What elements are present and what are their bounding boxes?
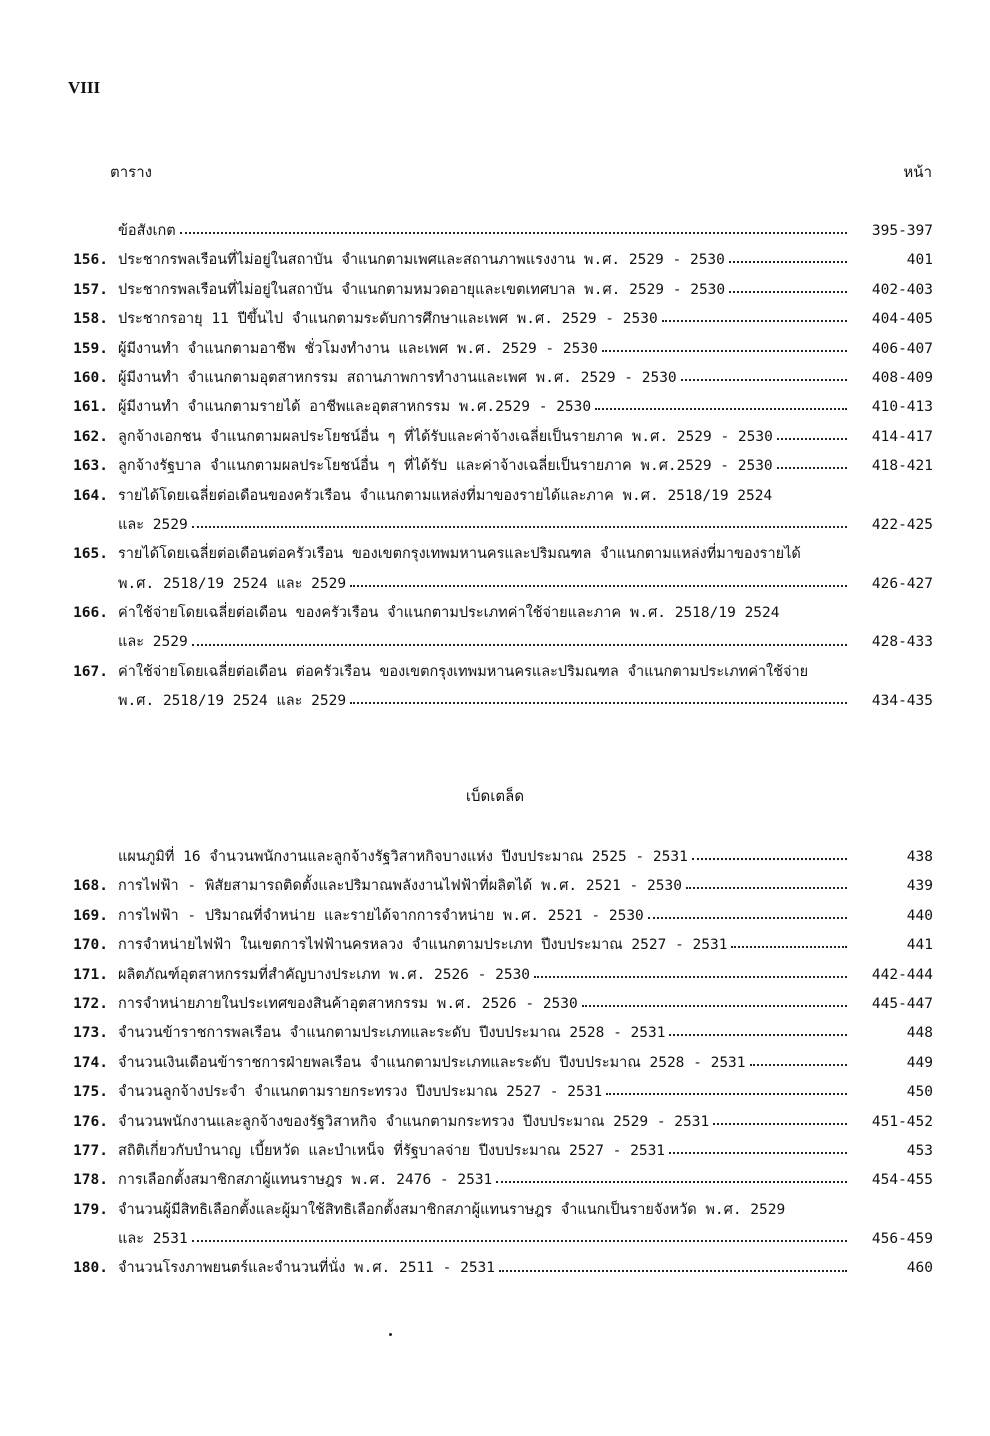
entry-title-with-leader — [108, 992, 851, 1015]
entry-number: 164. — [73, 487, 108, 504]
entry-number: 173. — [73, 1025, 108, 1042]
toc-entry — [60, 845, 933, 874]
entry-page-range: 434-435 — [871, 693, 933, 710]
entry-title: ผู้มีงานทำ จำแนกตามอาชีพ ชั่วโมงทำงาน และเพศ พ.ศ. 2529 - 2530 — [118, 340, 598, 357]
entry-number: 170. — [73, 937, 108, 954]
toc-entry — [60, 248, 933, 277]
entry-title: พ.ศ. 2518/19 2524 และ 2529 — [118, 575, 347, 592]
entry-page-range: 460 — [906, 1260, 933, 1277]
entry-title-with-leader — [108, 904, 851, 927]
entry-page-range: 408-409 — [871, 369, 933, 386]
entry-title-with-leader — [108, 1110, 851, 1133]
entry-number: 162. — [73, 428, 108, 445]
toc-entry — [60, 484, 933, 513]
toc-entry — [60, 425, 933, 454]
entry-title: จำนวนผู้มีสิทธิเลือกตั้งและผู้มาใช้สิทธิเลือกตั้งสมาชิกสภาผู้แทนราษฎร จำแนกเป็นรายจังหวัด พ.ศ. 2529 — [118, 1201, 786, 1218]
entry-title: จำนวนข้าราชการพลเรือน จำแนกตามประเภทและระดับ ปีงบประมาณ 2528 - 2531 — [118, 1025, 666, 1042]
entry-title-with-leader — [108, 1256, 851, 1279]
entry-page-range: 441 — [906, 937, 933, 954]
entry-title: รายได้โดยเฉลี่ยต่อเดือนต่อครัวเรือน ของเขตกรุงเทพมหานครและปริมณฑล จำแนกตามแหล่งที่มาของรายได้ — [118, 546, 801, 563]
entry-title: ผู้มีงานทำ จำแนกตามรายได้ อาชีพและอุตสาหกรรม พ.ศ.2529 - 2530 — [118, 399, 592, 416]
entry-title: รายได้โดยเฉลี่ยต่อเดือนของครัวเรือน จำแนกตามแหล่งที่มาของรายได้และภาค พ.ศ. 2518/19 2524 — [118, 487, 773, 504]
toc-entry — [60, 1051, 933, 1080]
dot-leader — [681, 366, 847, 381]
toc-entry — [60, 874, 933, 903]
dot-leader — [669, 1139, 847, 1154]
toc-entry — [60, 513, 933, 542]
toc-entry — [60, 1139, 933, 1168]
entry-page-range: 395-397 — [871, 223, 933, 239]
entry-title-with-leader — [108, 337, 851, 360]
entry-number: 161. — [73, 399, 108, 416]
entry-title-with-leader — [108, 689, 851, 712]
dot-leader — [180, 219, 847, 234]
toc-entry — [60, 542, 933, 571]
entry-title: จำนวนลูกจ้างประจำ จำแนกตามรายกระทรวง ปีงบประมาณ 2527 - 2531 — [118, 1084, 603, 1101]
entry-title: การไฟฟ้า - พิสัยสามารถติดตั้งและปริมาณพลังงานไฟฟ้าที่ผลิตได้ พ.ศ. 2521 - 2530 — [118, 878, 682, 895]
entry-title-with-leader — [108, 1021, 851, 1044]
entry-number: 177. — [73, 1142, 108, 1159]
section-title-miscellaneous: เบ็ดเตล็ด — [465, 787, 525, 805]
toc-entry — [60, 395, 933, 424]
dot-leader — [350, 572, 847, 587]
entry-title: ค่าใช้จ่ายโดยเฉลี่ยต่อเดือน ของครัวเรือน จำแนกตามประเภทค่าใช้จ่ายและภาค พ.ศ. 2518/19 2524 — [118, 605, 780, 622]
entry-page-range: 456-459 — [871, 1231, 933, 1248]
entry-title-with-leader — [108, 1227, 851, 1250]
entry-page-range: 453 — [906, 1142, 933, 1159]
toc-entry — [60, 1080, 933, 1109]
entry-title: การเลือกตั้งสมาชิกสภาผู้แทนราษฎร พ.ศ. 2476 - 2531 — [118, 1172, 493, 1189]
toc-entry — [60, 1110, 933, 1139]
entry-title: และ 2529 — [118, 634, 188, 651]
entry-title-with-leader — [108, 278, 851, 301]
entry-number: 174. — [73, 1054, 108, 1071]
entry-title-with-leader — [108, 963, 851, 986]
toc-entry — [60, 219, 933, 248]
entry-number: 172. — [73, 995, 108, 1012]
entry-number: 163. — [73, 458, 108, 475]
entry-number: 176. — [73, 1113, 108, 1130]
entry-page-range: 442-444 — [871, 966, 933, 983]
dot-leader — [750, 1051, 847, 1066]
entry-title-with-leader — [108, 454, 851, 477]
entry-title: จำนวนเงินเดือนข้าราชการฝ่ายพลเรือน จำแนกตามประเภทและระดับ ปีงบประมาณ 2528 - 2531 — [118, 1054, 746, 1071]
dot-leader — [602, 337, 847, 352]
entry-title: จำนวนพนักงานและลูกจ้างของรัฐวิสาหกิจ จำแนกตามกระทรวง ปีงบประมาณ 2529 - 2531 — [118, 1113, 710, 1130]
entry-title: ลูกจ้างรัฐบาล จำแนกตามผลประโยชน์อื่น ๆ ที่ได้รับ และค่าจ้างเฉลี่ยเป็นรายภาค พ.ศ.2529 - 2530 — [118, 458, 773, 475]
dot-leader — [192, 513, 847, 528]
entry-title: ค่าใช้จ่ายโดยเฉลี่ยต่อเดือน ต่อครัวเรือน ของเขตกรุงเทพมหานครและปริมณฑล จำแนกตามประเภทค่าใช้จ่าย — [118, 663, 809, 680]
entry-title-with-leader — [108, 1051, 851, 1074]
dot-leader — [606, 1080, 847, 1095]
entry-page-range: 439 — [906, 878, 933, 895]
table-of-contents-statistics — [60, 219, 933, 719]
entry-number: 158. — [73, 311, 108, 328]
toc-entry — [60, 992, 933, 1021]
entry-page-range: 454-455 — [871, 1172, 933, 1189]
toc-entry — [60, 1021, 933, 1050]
toc-entry — [60, 660, 933, 689]
entry-page-range: 404-405 — [871, 311, 933, 328]
toc-entry — [60, 307, 933, 336]
dot-leader — [648, 904, 847, 919]
dot-leader — [729, 248, 847, 263]
dot-leader — [595, 395, 847, 410]
entry-page-range: 451-452 — [871, 1113, 933, 1130]
entry-title-with-leader — [108, 1139, 851, 1162]
dot-leader — [686, 874, 847, 889]
toc-entry — [60, 630, 933, 659]
entry-title: ข้อสังเกต — [118, 223, 176, 239]
entry-title-with-leader — [108, 219, 851, 242]
toc-entry — [60, 1256, 933, 1285]
entry-number: 167. — [73, 663, 108, 680]
dot-leader — [662, 307, 847, 322]
entry-page-range: 428-433 — [871, 634, 933, 651]
entry-number: 175. — [73, 1084, 108, 1101]
toc-entry — [60, 601, 933, 630]
entry-number: 169. — [73, 907, 108, 924]
entry-page-range: 402-403 — [871, 281, 933, 298]
entry-page-range: 450 — [906, 1084, 933, 1101]
dot-leader — [777, 425, 847, 440]
entry-title-with-leader — [108, 307, 851, 330]
entry-number: 178. — [73, 1172, 108, 1189]
toc-entry — [60, 1227, 933, 1256]
dot-leader — [713, 1110, 847, 1125]
entry-page-range: 418-421 — [871, 458, 933, 475]
dot-leader — [729, 278, 847, 293]
toc-entry — [60, 963, 933, 992]
dot-leader — [496, 1168, 847, 1183]
entry-title: ประชากรอายุ 11 ปีขึ้นไป จำแนกตามระดับการศึกษาและเพศ พ.ศ. 2529 - 2530 — [118, 311, 658, 328]
entry-title-with-leader — [108, 248, 851, 271]
page-column-heading: หน้า — [903, 163, 932, 181]
entry-number: 171. — [73, 966, 108, 983]
entry-page-range: 410-413 — [871, 399, 933, 416]
entry-page-range: 406-407 — [871, 340, 933, 357]
entry-page-range: 438 — [906, 849, 933, 865]
entry-title-with-leader — [108, 933, 851, 956]
entry-title-with-leader — [108, 1168, 851, 1191]
entry-title-with-leader — [108, 572, 851, 595]
entry-title: ผลิตภัณฑ์อุตสาหกรรมที่สำคัญบางประเภท พ.ศ. 2526 - 2530 — [118, 966, 531, 983]
entry-page-range: 440 — [906, 907, 933, 924]
entry-title: แผนภูมิที่ 16 จำนวนพนักงานและลูกจ้างรัฐวิสาหกิจบางแห่ง ปีงบประมาณ 2525 - 2531 — [118, 849, 688, 865]
page-number: VIII — [68, 78, 101, 97]
entry-page-range: 426-427 — [871, 575, 933, 592]
entry-title-with-leader — [108, 845, 851, 868]
entry-number: 156. — [73, 252, 108, 269]
table-of-contents-miscellaneous — [60, 845, 933, 1286]
entry-number: 165. — [73, 546, 108, 563]
entry-number: 168. — [73, 878, 108, 895]
entry-page-range: 422-425 — [871, 516, 933, 533]
dot-leader — [499, 1256, 847, 1271]
entry-page-range: 401 — [906, 252, 933, 269]
entry-title-with-leader — [108, 874, 851, 897]
entry-page-range: 445-447 — [871, 995, 933, 1012]
entry-title-with-leader — [108, 366, 851, 389]
dot-leader — [534, 963, 847, 978]
dot-leader — [692, 845, 847, 860]
entry-page-range: 414-417 — [871, 428, 933, 445]
toc-entry — [60, 278, 933, 307]
entry-number: 166. — [73, 605, 108, 622]
toc-entry — [60, 1198, 933, 1227]
entry-title: และ 2531 — [118, 1231, 188, 1248]
entry-title: สถิติเกี่ยวกับบำนาญ เบี้ยหวัด และบำเหน็จ ที่รัฐบาลจ่าย ปีงบประมาณ 2527 - 2531 — [118, 1142, 666, 1159]
toc-entry — [60, 933, 933, 962]
entry-title-with-leader — [108, 630, 851, 653]
dot-leader — [350, 689, 847, 704]
dot-leader — [192, 1227, 847, 1242]
entry-title-with-leader — [108, 1080, 851, 1103]
dot-leader — [731, 933, 847, 948]
toc-entry — [60, 572, 933, 601]
entry-title: ลูกจ้างเอกชน จำแนกตามผลประโยชน์อื่น ๆ ที่ได้รับและค่าจ้างเฉลี่ยเป็นรายภาค พ.ศ. 2529 - 2530 — [118, 428, 773, 445]
entry-title: ประชากรพลเรือนที่ไม่อยู่ในสถาบัน จำแนกตามหมวดอายุและเขตเทศบาล พ.ศ. 2529 - 2530 — [118, 281, 726, 298]
entry-title: ประชากรพลเรือนที่ไม่อยู่ในสถาบัน จำแนกตามเพศและสถานภาพแรงงาน พ.ศ. 2529 - 2530 — [118, 252, 725, 269]
toc-entry — [60, 1168, 933, 1197]
entry-number: 179. — [73, 1201, 108, 1218]
stray-dot — [389, 1333, 392, 1336]
entry-number: 180. — [73, 1260, 108, 1277]
entry-title: จำนวนโรงภาพยนตร์และจำนวนที่นั่ง พ.ศ. 2511 - 2531 — [118, 1260, 496, 1277]
dot-leader — [777, 454, 847, 469]
entry-title: การจำหน่ายไฟฟ้า ในเขตการไฟฟ้านครหลวง จำแนกตามประเภท ปีงบประมาณ 2527 - 2531 — [118, 937, 728, 954]
entry-page-range: 448 — [906, 1025, 933, 1042]
toc-entry — [60, 689, 933, 718]
entry-title: การจำหน่ายภายในประเทศของสินค้าอุตสาหกรรม พ.ศ. 2526 - 2530 — [118, 995, 578, 1012]
entry-title-with-leader — [108, 513, 851, 536]
entry-number: 159. — [73, 340, 108, 357]
entry-number: 157. — [73, 281, 108, 298]
toc-entry — [60, 337, 933, 366]
toc-entry — [60, 454, 933, 483]
entry-title-with-leader — [108, 395, 851, 418]
entry-page-range: 449 — [906, 1054, 933, 1071]
entry-title-with-leader — [108, 425, 851, 448]
tables-heading: ตาราง — [110, 163, 152, 181]
toc-entry — [60, 904, 933, 933]
entry-title: ผู้มีงานทำ จำแนกตามอุตสาหกรรม สถานภาพการทำงานและเพศ พ.ศ. 2529 - 2530 — [118, 369, 677, 386]
dot-leader — [669, 1021, 847, 1036]
dot-leader — [582, 992, 847, 1007]
entry-title: และ 2529 — [118, 516, 188, 533]
toc-entry — [60, 366, 933, 395]
dot-leader — [192, 630, 847, 645]
entry-title: การไฟฟ้า - ปริมาณที่จำหน่าย และรายได้จากการจำหน่าย พ.ศ. 2521 - 2530 — [118, 907, 644, 924]
entry-number: 160. — [73, 369, 108, 386]
entry-title: พ.ศ. 2518/19 2524 และ 2529 — [118, 693, 347, 710]
